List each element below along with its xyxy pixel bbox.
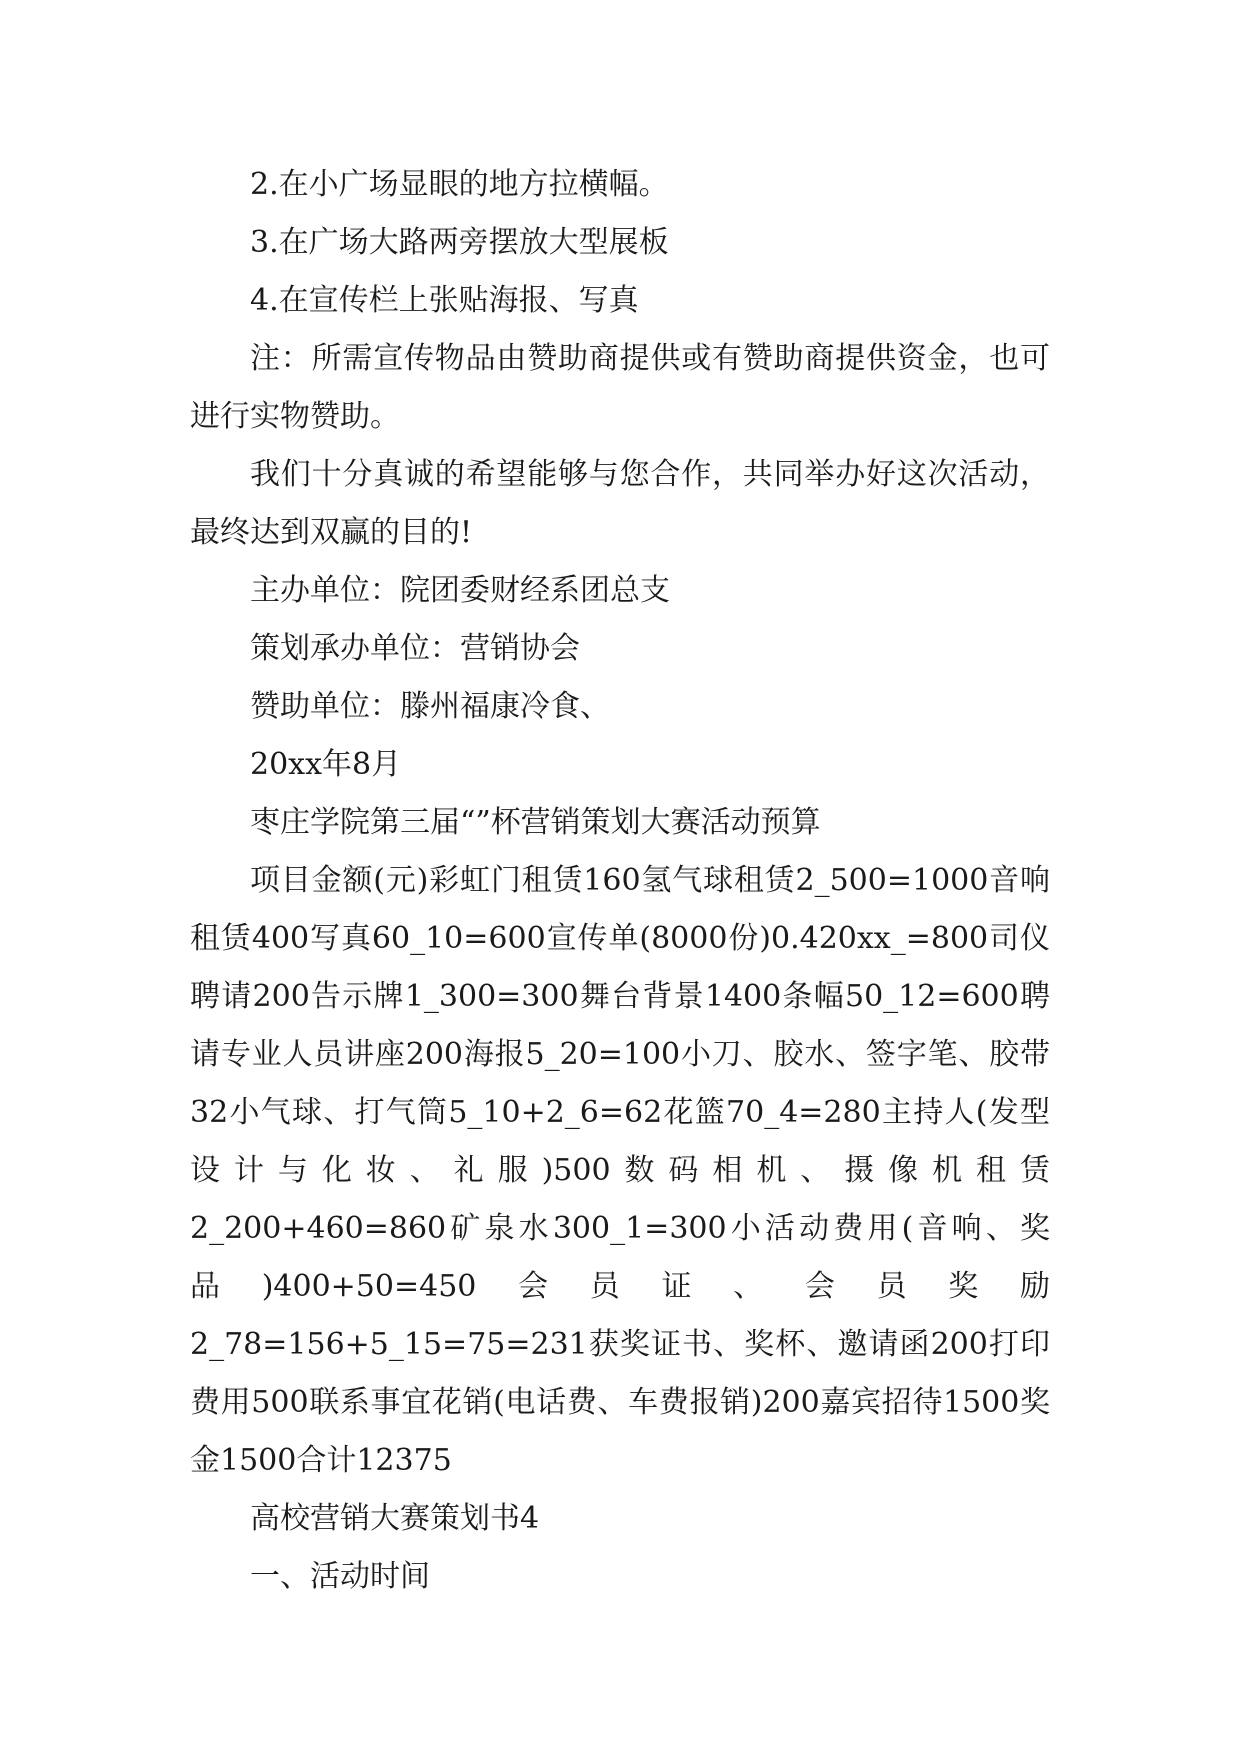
- paragraph-date: 20xx年8月: [250, 747, 402, 782]
- document-body: [190, 156, 1050, 1606]
- paragraph-planner: 策划承办单位：营销协会: [250, 631, 580, 666]
- budget-title: 枣庄学院第三届“”杯营销策划大赛活动预算: [250, 805, 821, 840]
- section-heading: 高校营销大赛策划书4: [250, 1501, 540, 1536]
- paragraph-cooperation: 我们十分真诚的希望能够与您合作，共同举办好这次活动，最终达到双赢的目的!: [190, 457, 1050, 550]
- budget-details: 项目金额(元)彩虹门租赁160氢气球租赁2_500=1000音响租赁400写真60_10=600宣传单(8000份)0.420xx_=800司仪聘请200告示牌1_300=300舞台背景1400条幅50_12=600聘请专业人员讲座200海报5_20=100小刀、胶水、签字笔、胶带32小气球、打气筒5_10+2_6=62花篮70_4=280主持人(发型设计与化妆、礼服)500数码相机、摄像机租赁2_200+460=860矿泉水300_1=300小活动费用(音响、奖品)400+50=450会员证、会员奖励2_78=156+5_15=75=231获奖证书、奖杯、邀请函200打印费用500联系事宜花销(电话费、车费报销)200嘉宾招待1500奖金1500合计12375: [190, 863, 1050, 1478]
- paragraph-sponsor: 赞助单位：滕州福康冷食、: [250, 689, 610, 724]
- subsection-heading: 一、活动时间: [250, 1559, 430, 1594]
- paragraph-item-3: 3.在广场大路两旁摆放大型展板: [250, 225, 669, 260]
- paragraph-note: 注：所需宣传物品由赞助商提供或有赞助商提供资金，也可进行实物赞助。: [190, 341, 1050, 434]
- paragraph-organizer: 主办单位：院团委财经系团总支: [250, 573, 670, 608]
- paragraph-item-2: 2.在小广场显眼的地方拉横幅。: [250, 167, 669, 202]
- paragraph-item-4: 4.在宣传栏上张贴海报、写真: [250, 283, 639, 318]
